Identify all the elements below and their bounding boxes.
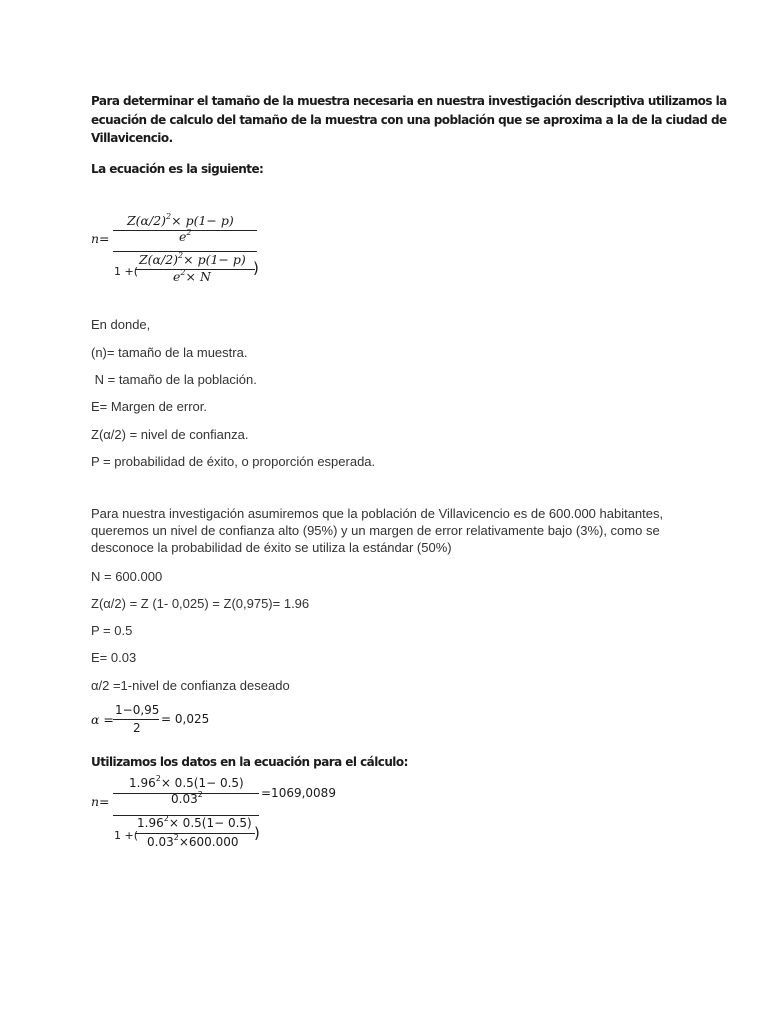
formula-term: × p(1− p): [183, 252, 246, 267]
value-item: E= 0.03: [91, 650, 137, 665]
formula-term: × N: [185, 269, 211, 284]
value-item: α/2 =1-nivel de confianza deseado: [91, 678, 290, 693]
equation-intro: La ecuación es la siguiente:: [91, 162, 264, 176]
formula-exponent: 2: [186, 228, 192, 237]
definition-item: Z(α/2) = nivel de confianza.: [91, 427, 249, 442]
formula-exponent: 2: [180, 268, 186, 277]
intro-line-1: Para determinar el tamaño de la muestra necesaria en nuestra investigación descriptiva utilizamos la: [91, 94, 727, 108]
formula-term: × p(1− p): [171, 213, 234, 228]
formula-bottom-one: 1 +(: [114, 829, 139, 842]
value-item: N = 600.000: [91, 569, 163, 584]
definition-item: N = tamaño de la población.: [91, 372, 257, 387]
formula-exponent: 2: [173, 833, 179, 842]
fraction-bar: [113, 719, 159, 720]
formula-term: 1.96: [137, 816, 164, 830]
formula-lhs: n=: [91, 231, 110, 246]
formula-bottom-denominator: [173, 269, 211, 284]
formula-term: × 0.5(1− 0.5): [160, 776, 244, 790]
formula-exponent: 2: [155, 774, 161, 783]
formula-top-denominator: [171, 792, 203, 806]
formula-term: × 0.5(1− 0.5): [168, 816, 252, 830]
fraction-bar: [135, 833, 255, 834]
formula-bottom-denominator: [147, 835, 239, 849]
intro-paragraph: [91, 92, 727, 148]
formula-bottom-numerator: [137, 816, 252, 830]
formula-exponent: 2: [166, 212, 172, 221]
calculation-formula: [91, 774, 351, 874]
assumptions-paragraph: [91, 505, 663, 556]
alpha-numerator: 1−0,95: [115, 703, 160, 717]
formula-term: e: [173, 269, 181, 284]
definition-item: E= Margen de error.: [91, 399, 207, 414]
intro-line-3: Villavicencio.: [91, 131, 173, 145]
assumptions-line-1: Para nuestra investigación asumiremos que la población de Villavicencio es de 600.000 habitantes,: [91, 506, 664, 521]
formula-top-denominator: [179, 229, 192, 244]
alpha-denominator: 2: [133, 721, 141, 735]
calculation-intro: Utilizamos los datos en la ecuación para el cálculo:: [91, 755, 408, 769]
sample-size-formula: [91, 212, 291, 306]
alpha-result: = 0,025: [161, 712, 210, 726]
formula-exponent: 2: [163, 814, 169, 823]
formula-lhs: n=: [91, 794, 110, 809]
formula-term: ×600.000: [178, 835, 239, 849]
formula-term: Z(α/2): [139, 252, 179, 267]
formula-exponent: 2: [197, 790, 203, 799]
value-item: Z(α/2) = Z (1- 0,025) = Z(0,975)= 1.96: [91, 596, 310, 611]
formula-close-paren: ): [254, 824, 260, 842]
formula-bottom-numerator: [139, 252, 246, 267]
assumptions-line-3: desconoce la probabilidad de éxito se utiliza la estándar (50%): [91, 540, 452, 555]
formula-close-paren: ): [253, 259, 259, 277]
definition-item: En donde,: [91, 317, 151, 332]
intro-line-2: ecuación de calculo del tamaño de la muestra con una población que se aproxima a la de la ciudad de: [91, 112, 727, 127]
formula-top-numerator: [127, 213, 234, 228]
formula-top-numerator: [129, 776, 244, 790]
alpha-formula: [91, 704, 231, 744]
formula-bottom-one: 1 +(: [114, 265, 139, 278]
definition-item: (n)= tamaño de la muestra.: [91, 345, 248, 360]
formula-result: =1069,0089: [261, 786, 336, 800]
alpha-lhs: α =: [91, 712, 114, 727]
assumptions-line-2: queremos un nivel de confianza alto (95%) y un margen de error relativamente bajo (3%), como se: [91, 523, 660, 538]
formula-exponent: 2: [178, 251, 184, 260]
formula-term: Z(α/2): [127, 213, 167, 228]
formula-term: 0.03: [147, 835, 174, 849]
formula-term: 1.96: [129, 776, 156, 790]
value-item: P = 0.5: [91, 623, 133, 638]
formula-term: 0.03: [171, 792, 198, 806]
definition-item: P = probabilidad de éxito, o proporción esperada.: [91, 454, 376, 469]
formula-term: e: [179, 229, 187, 244]
